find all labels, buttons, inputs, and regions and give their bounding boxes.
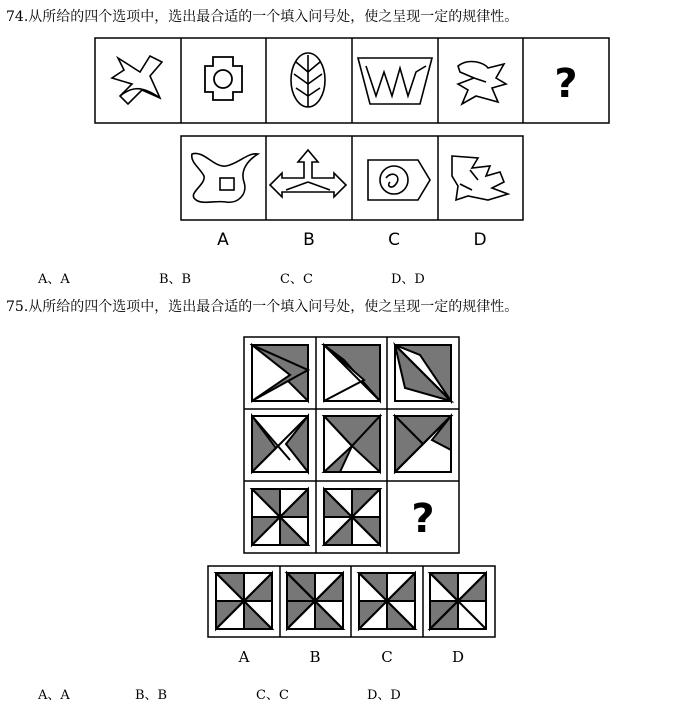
q75-option-label-b: B [309,648,321,666]
q75-cell-r1c1 [252,345,308,401]
q75-cell-r1c3 [395,345,451,401]
q75-option-label-a: A [238,648,250,666]
q75-option-label-c: C [381,648,393,666]
q74-option-label-c: C [388,230,400,250]
q75-option-label-d: D [451,648,465,666]
q74-question-mark: ? [554,61,578,107]
q74-option-label-b: B [303,230,315,250]
q75-cell-r1c2 [324,345,380,401]
q74-title: 74.从所给的四个选项中，选出最合适的一个填入问号处，使之呈现一定的规律性。 [6,9,519,25]
q74-option-label-d: D [473,230,487,250]
q75-cell-r3c1 [252,489,308,545]
q75-option-b-shape [287,573,343,629]
q75-cell-r2c1 [252,416,308,472]
q75-option-a-shape [216,573,272,629]
q75-answer-b[interactable]: B、B [135,688,168,703]
q75-question-mark: ? [411,496,435,542]
q75-option-d-shape [430,573,486,629]
q74-answer-d[interactable]: D、D [391,272,425,287]
q74-answer-a[interactable]: A、A [38,272,70,287]
q75-title: 75.从所给的四个选项中，选出最合适的一个填入问号处，使之呈现一定的规律性。 [6,299,519,315]
q75-option-c-shape [359,573,415,629]
q75-answer-d[interactable]: D、D [367,688,401,703]
q74-option-label-a: A [217,230,229,250]
q75-cell-r2c3 [395,416,451,472]
q75-cell-r3c2 [324,489,380,545]
q75-answer-c[interactable]: C、C [256,688,289,703]
q74-answer-b[interactable]: B、B [159,272,192,287]
q75-answer-a[interactable]: A、A [38,688,70,703]
q75-cell-r2c2 [324,416,380,472]
q74-answer-c[interactable]: C、C [280,272,313,287]
